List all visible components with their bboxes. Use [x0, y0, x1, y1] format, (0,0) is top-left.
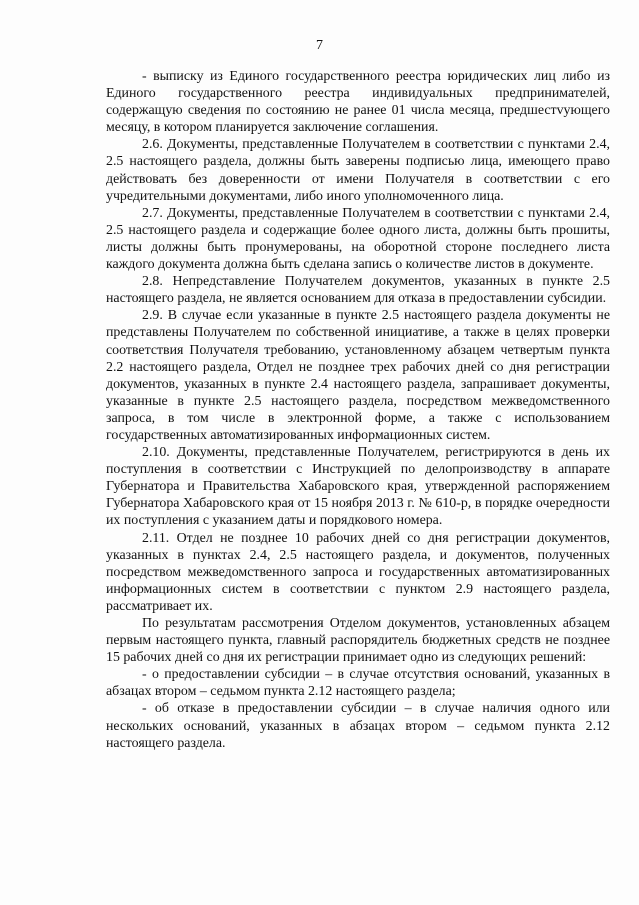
document-body: [106, 68, 610, 752]
paragraph-review-results: По результатам рассмотрения Отделом документов, установленных абзацем первым настоящего пункта, главный распорядитель бюджетных средств не позднее 15 рабочих дней со дня их регистрации принимает одно из следующих решений:: [106, 616, 610, 666]
page-number: 7: [316, 38, 323, 53]
paragraph-decision-grant: - о предоставлении субсидии – в случае отсутствия оснований, указанных в абзацах втором – седьмом пункта 2.12 настоящего раздела;: [106, 667, 610, 700]
paragraph-2-8: 2.8. Непредставление Получателем документов, указанных в пункте 2.5 настоящего раздела, не является основанием для отказа в предоставлении субсидии.: [106, 274, 610, 307]
paragraph-extract-requirement: - выписку из Единого государственного реестра юридических лиц либо из Единого государственного реестра индивидуальных предпринимателей, содержащую сведения по состоянию не ранее 01 числа месяца, предшестvующего месяцу, в котором планируется заключение соглашения.: [106, 69, 610, 136]
paragraph-decision-refusal: - об отказе в предоставлении субсидии – в случае наличия одного или нескольких оснований, указанных в абзацах втором – седьмом пункта 2.12 настоящего раздела.: [106, 701, 610, 751]
paragraph-2-7: 2.7. Документы, представленные Получателем в соответствии с пунктами 2.4, 2.5 настоящего раздела и содержащие более одного листа, должны быть прошиты, листы должны быть пронумерованы, на оборотной стороне последнего листа каждого документа должна быть сделана запись о количестве листов в документе.: [106, 205, 610, 273]
paragraph-2-9: 2.9. В случае если указанные в пункте 2.5 настоящего раздела документы не представлены Получателем по собственной инициативе, а также в целях проверки соответствия Получателя требованию, установленному абзацем четвертым пункта 2.2 настоящего раздела, Отдел не позднее трех рабочих дней со дня регистрации документов, указанных в пункте 2.4 настоящего раздела, запрашивает документы, указанные в пункте 2.5 настоящего раздела, посредством межведомственного запроса, в том числе в электронной форме, а также с использованием государственных автоматизированных информационных систем.: [106, 308, 610, 443]
paragraph-2-11: 2.11. Отдел не позднее 10 рабочих дней со дня регистрации документов, указанных в пунктах 2.4, 2.5 настоящего раздела, и документов, полученных посредством межведомственного запроса и государственных автоматизированных информационных систем в соответствии с пунктом 2.9 настоящего раздела, рассматривает их.: [106, 530, 610, 614]
paragraph-2-10: 2.10. Документы, представленные Получателем, регистрируются в день их поступления в соответствии с Инструкцией по делопроизводству в аппарате Губернатора и Правительства Хабаровского края, утвержденной распоряжением Губернатора Хабаровского края от 15 ноября 2013 г. № 610-р, в порядке очередности их поступления с указанием даты и порядкового номера.: [106, 445, 610, 529]
paragraph-2-6: 2.6. Документы, представленные Получателем в соответствии с пунктами 2.4, 2.5 настоящего раздела, должны быть заверены подписью лица, имеющего право действовать без доверенности от имени Получателя в соответствии с его учредительными документами, либо иного уполномоченного лица.: [106, 137, 610, 204]
